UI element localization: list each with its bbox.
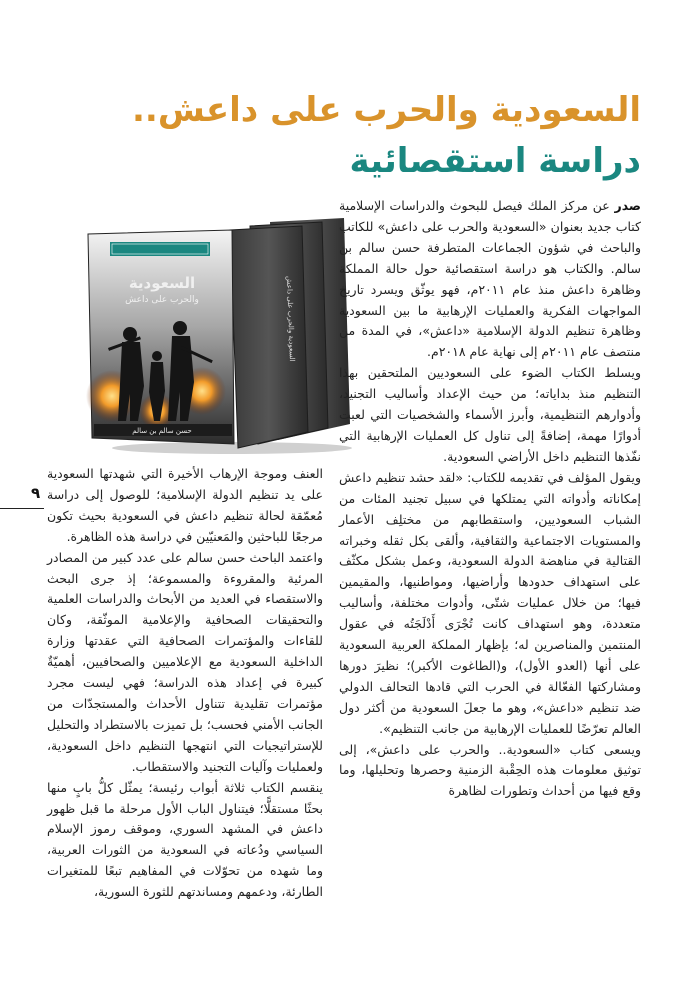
paragraph-6: واعتمد الباحث حسن سالم على عدد كبير من المصادر المرئية والمقروءة والمسموعة؛ إذ جرى البحث والاستقصاء في العديد من الأبحاث والدراسات العلمية والتحقيقات الصحافية والإعلامية الموثّقة، وكان للقاءات والمؤتمرات الصحافية التي عقدتها وزارة الداخلية السعودية مع الإعلاميين والصحافيين، أهميّةٌ كبيرة في إعداد هذه الدراسة؛ فهي ليست مجرد مؤتمرات تقليدية تتناول الأحداث والمستجدّات من الجانب الأمني فحسب؛ بل تميزت بالاستطراد والتحليل للإستراتيجيات التي انتهجها التنظيم داخل السعودية، ولعمليات وآليات التجنيد والاستقطاب.	[47, 549, 323, 774]
lead-word: صدر	[614, 198, 641, 213]
paragraph-1: صدر عن مركز الملك فيصل للبحوث والدراسات الإسلامية كتاب جديد بعنوان «السعودية والحرب على داعش» للكاتب والباحث في شؤون الجماعات المتطرفة حسن سالم بن سالم. والكتاب هو دراسة استقصائية حول حالة المملكة وظاهرة داعش منذ عام ٢٠١١م، فهو يوثّق ويسرد تاريخ المواجهات الفكرية والعمليات الإرهابية ما بين السعودية وظاهرة تنظيم الدولة الإسلامية «داعش»، في المدة من منتصف عام ٢٠١١م إلى نهاية عام ٢٠١٨م.	[339, 198, 641, 360]
paragraph-4: ويسعى كتاب «السعودية.. والحرب على داعش»، إلى توثيق معلومات هذه الحِقْبة الزمنية وحصرها وتحليلها، وما وقع فيها من أحداث وتطورات لظاهرة	[339, 741, 641, 799]
paragraph-5: العنف وموجة الإرهاب الأخيرة التي شهدتها السعودية على يد تنظيم الدولة الإسلامية؛ للوصول إلى دراسة مُعمّقة لحالة تنظيم داعش في السعودية بحيث تكون مرجعًا للباحثين والمَعنيّين في دراسة هذه الظاهرة.	[47, 466, 323, 544]
book-title: السعودية	[128, 274, 196, 292]
paragraph-2: ويسلط الكتاب الضوء على السعوديين الملتحقين بهذا التنظيم منذ بداياته؛ من حيث الإعداد وأساليب التجنيد، وأدوارهم التنظيمية، وأبرز الأسماء والشخصيات التي لعبت أدوارًا مهمة، إضافةً إلى تناول كل العمليات الإرهابية التي نفّذها التنظيم داخل الأراضي السعودية.	[339, 365, 641, 464]
paragraph-3: ويقول المؤلف في تقديمه للكتاب: «لقد حشد تنظيم داعش إمكاناته وأدواته التي يمتلكها في سبيل تجنيد المئات من الشباب السعوديين، واستقطابهم من مختلِف الأعمار والمستويات الاجتماعية والثقافية، وألقى بكل ثقله وخبراته القتالية في مناهضة الدولة السعودية، وعمل بشكل مكثّف على استهداف حدودها وأراضيها، ومواطنيها، والمقيمين فيها؛ من خلال عمليات شتّى، وأدوات مختلفة، وأساليب متعددة، وهو استهداف كانت تُجْرَى أَدْلَجَتُه في عقول المنتمين والمناصرين له؛ بإظهار المملكة العربية السعودية على أنها (العدو الأول)، و(الطاغوت الأكبر)؛ نظيرَ دورها ومشاركتها الفعّالة في الحرب التي قادها التحالف الدولي ضد تنظيم «داعش»، وهو ما جعلَ السعودية من أكثر دول العالم تعرّضًا للعمليات الإرهابية من جانب التنظيم».	[339, 469, 641, 736]
article-column-right	[339, 196, 641, 802]
page-number: ٩	[31, 484, 41, 502]
headline-line-2: دراسة استقصائية	[349, 141, 641, 181]
book-author: حسن سالم بن سالم	[132, 427, 192, 435]
book-cover-image	[82, 216, 352, 456]
article-column-left	[47, 464, 323, 903]
headline-line-1: السعودية والحرب على داعش..	[132, 90, 641, 130]
spine-text: السعودية والحرب على داعش	[285, 275, 296, 362]
page-number-rule	[0, 508, 44, 509]
paragraph-7: ينقسم الكتاب ثلاثة أبواب رئيسة؛ يمثّل كلُّ بابٍ منها بحثًا مستقلًّا؛ فيتناول الباب الأول مرحلة ما قبل ظهور داعش في المشهد السوري، وموقف رموز الإسلام السياسي ودُعاته في السعودية من الثورات العربية، وما شهده من تحوّلات في المفاهيم تبعًا للمتغيرات الطارئة، ودعمهم ومساندتهم للثورة السورية،	[47, 779, 323, 900]
book-subtitle: والحرب على داعش	[125, 295, 199, 305]
